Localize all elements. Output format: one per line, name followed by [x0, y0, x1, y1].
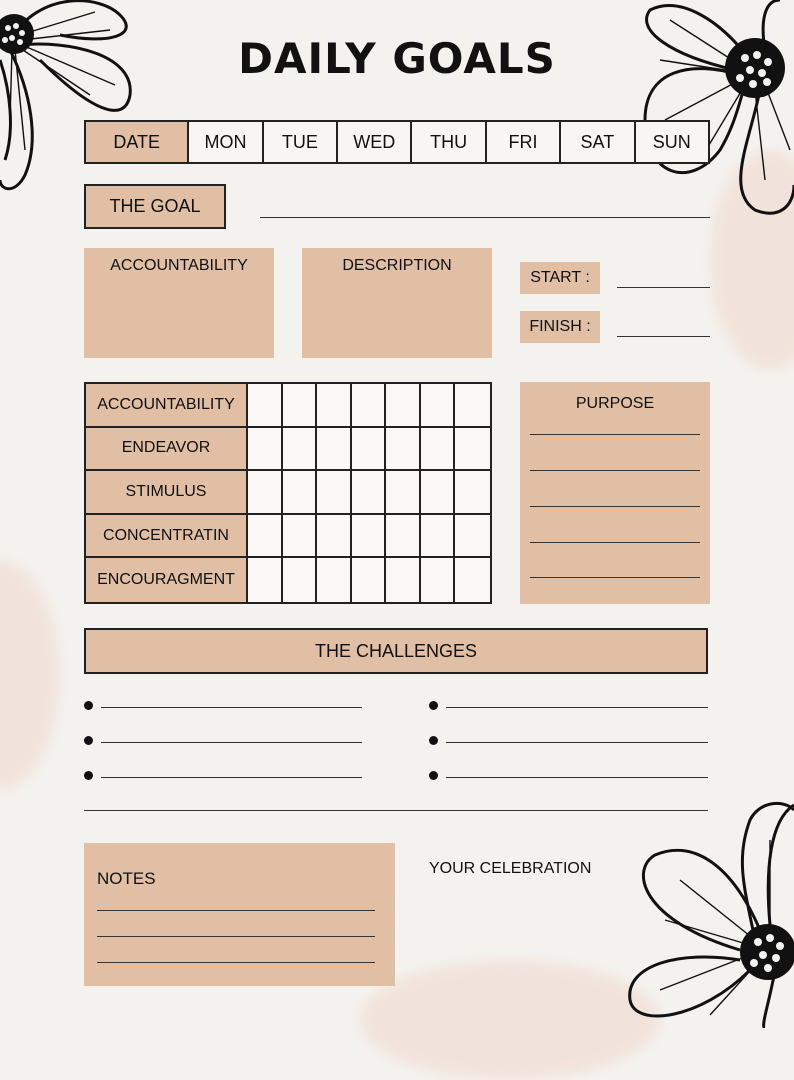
bullet-icon — [84, 736, 93, 745]
day-fri[interactable]: FRI — [485, 122, 559, 162]
tracker-cell[interactable] — [317, 471, 352, 515]
purpose-box[interactable] — [520, 382, 710, 604]
tracker-cell[interactable] — [455, 471, 490, 515]
flower-top-right-icon — [640, 0, 794, 220]
flower-bottom-right-icon — [620, 800, 794, 1028]
tracker-cell[interactable] — [283, 384, 318, 428]
purpose-line[interactable] — [530, 470, 700, 471]
tracker-row-label: ACCOUNTABILITY — [86, 384, 248, 428]
challenge-line[interactable] — [446, 707, 708, 708]
finish-input-line[interactable] — [617, 336, 710, 337]
notes-line[interactable] — [97, 910, 375, 911]
tracker-cell[interactable] — [386, 428, 421, 472]
bullet-icon — [429, 701, 438, 710]
tracker-cell[interactable] — [421, 384, 456, 428]
tracker-cell[interactable] — [248, 384, 283, 428]
purpose-box-label: PURPOSE — [575, 395, 655, 412]
tracker-cell[interactable] — [455, 384, 490, 428]
accountability-box-label: ACCOUNTABILITY — [110, 257, 248, 274]
tracker-cell[interactable] — [248, 515, 283, 559]
challenge-line[interactable] — [101, 707, 362, 708]
tracker-row-label: CONCENTRATIN — [86, 515, 248, 559]
tracker-cell[interactable] — [421, 558, 456, 602]
watercolor-wash-bottom — [360, 960, 660, 1080]
tracker-cell[interactable] — [283, 515, 318, 559]
purpose-line[interactable] — [530, 434, 700, 435]
day-sat[interactable]: SAT — [559, 122, 633, 162]
tracker-cell[interactable] — [352, 558, 387, 602]
challenge-line[interactable] — [446, 777, 708, 778]
goal-label-text: THE GOAL — [109, 196, 201, 216]
day-tue[interactable]: TUE — [262, 122, 336, 162]
tracker-row-label: ENCOURAGMENT — [86, 558, 248, 602]
tracker-cell[interactable] — [317, 384, 352, 428]
notes-box-label: NOTES — [97, 869, 156, 888]
weekday-selector — [84, 120, 710, 164]
watercolor-wash-left — [0, 560, 60, 790]
tracker-row-label: ENDEAVOR — [86, 428, 248, 472]
bullet-icon — [429, 736, 438, 745]
tracker-cell[interactable] — [283, 558, 318, 602]
tracker-cell[interactable] — [386, 515, 421, 559]
tracker-cell[interactable] — [317, 558, 352, 602]
description-box-label: DESCRIPTION — [342, 257, 452, 274]
tracker-cell[interactable] — [248, 471, 283, 515]
finish-label-text: FINISH : — [529, 318, 591, 335]
purpose-line[interactable] — [530, 506, 700, 507]
day-wed[interactable]: WED — [336, 122, 410, 162]
tracker-cell[interactable] — [283, 428, 318, 472]
day-thu[interactable]: THU — [410, 122, 484, 162]
purpose-line[interactable] — [530, 577, 700, 578]
bullet-icon — [429, 771, 438, 780]
notes-line[interactable] — [97, 936, 375, 937]
challenges-header-text: THE CHALLENGES — [314, 640, 478, 661]
challenge-line[interactable] — [446, 742, 708, 743]
start-label — [520, 262, 600, 294]
tracker-cell[interactable] — [352, 384, 387, 428]
tracker-cell[interactable] — [421, 428, 456, 472]
tracker-cell[interactable] — [455, 515, 490, 559]
tracker-cell[interactable] — [386, 558, 421, 602]
notes-box[interactable] — [84, 843, 395, 986]
accountability-box[interactable] — [84, 248, 274, 358]
tracker-cell[interactable] — [421, 471, 456, 515]
tracker-cell[interactable] — [386, 384, 421, 428]
start-input-line[interactable] — [617, 287, 710, 288]
challenges-header — [84, 628, 708, 674]
tracker-cell[interactable] — [283, 471, 318, 515]
challenge-line[interactable] — [101, 742, 362, 743]
celebration-label: YOUR CELEBRATION — [429, 860, 592, 877]
finish-label — [520, 311, 600, 343]
tracker-cell[interactable] — [352, 471, 387, 515]
bullet-icon — [84, 701, 93, 710]
day-sun[interactable]: SUN — [634, 122, 708, 162]
page-title: DAILY GOALS — [238, 34, 556, 83]
tracker-cell[interactable] — [386, 471, 421, 515]
tracker-cell[interactable] — [455, 428, 490, 472]
tracker-cell[interactable] — [352, 428, 387, 472]
day-mon[interactable]: MON — [187, 122, 261, 162]
description-box[interactable] — [302, 248, 492, 358]
bullet-icon — [84, 771, 93, 780]
tracker-row-label: STIMULUS — [86, 471, 248, 515]
divider — [84, 810, 708, 811]
goal-label — [84, 184, 226, 229]
tracker-cell[interactable] — [248, 428, 283, 472]
tracker-cell[interactable] — [317, 428, 352, 472]
tracker-cell[interactable] — [352, 515, 387, 559]
notes-line[interactable] — [97, 962, 375, 963]
goal-input-line[interactable] — [260, 217, 710, 218]
purpose-line[interactable] — [530, 542, 700, 543]
start-label-text: START : — [530, 269, 590, 286]
challenge-line[interactable] — [101, 777, 362, 778]
tracker-cell[interactable] — [317, 515, 352, 559]
tracker-cell[interactable] — [421, 515, 456, 559]
date-label: DATE — [86, 122, 187, 162]
tracker-cell[interactable] — [248, 558, 283, 602]
flower-top-left-icon — [0, 0, 150, 195]
tracker-cell[interactable] — [455, 558, 490, 602]
habit-tracker-grid — [84, 382, 492, 604]
